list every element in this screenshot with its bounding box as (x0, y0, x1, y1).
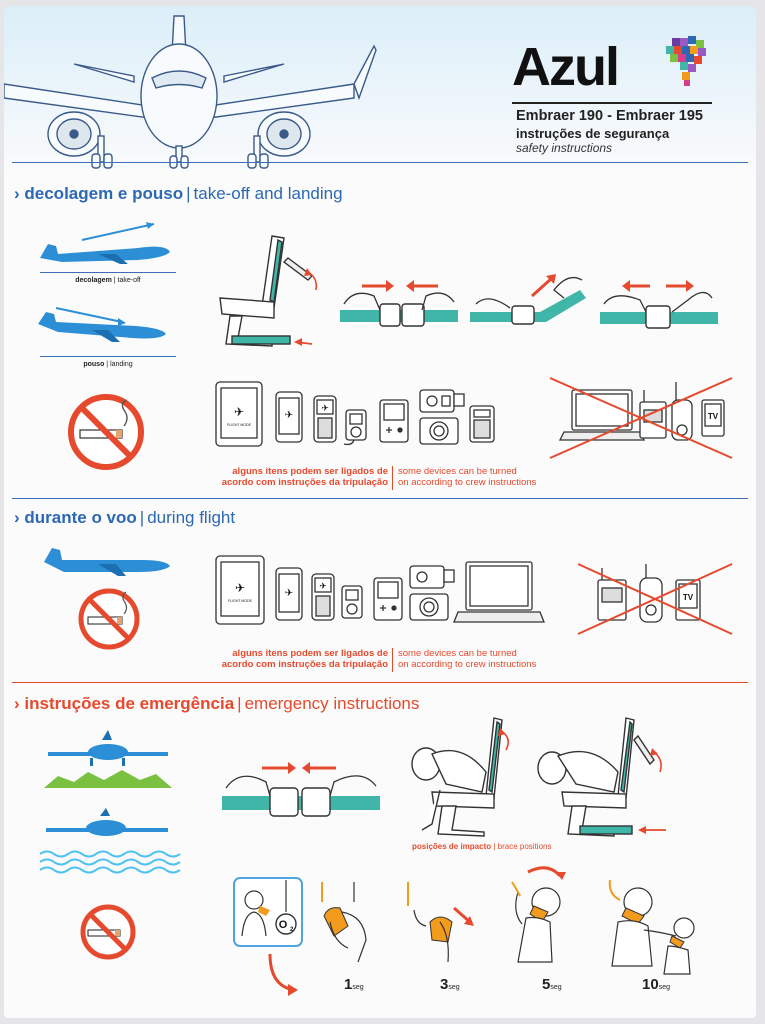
section-header-takeoff: › decolagem e pouso | take-off and landing (14, 184, 343, 203)
camera-icon (420, 418, 458, 444)
mask-step-2-icon (400, 882, 480, 966)
calculator-icon (470, 406, 494, 442)
device-note-pt: alguns itens podem ser ligados de acordo com instruções da tripulação (221, 648, 388, 670)
brace-caption: posições de impacto | brace positions (412, 842, 552, 851)
phone-keypad-icon (312, 574, 334, 620)
phone-icon (276, 568, 302, 620)
oxygen-mask-icon (232, 876, 304, 948)
section-title-en: take-off and landing (193, 184, 343, 203)
device-note-pt: alguns itens podem ser ligados de acordo com instruções da tripulação (221, 466, 388, 488)
mp3-player-icon (342, 586, 362, 618)
brace-position-icon (402, 712, 512, 838)
section-header-flight: › durante o voo | during flight (14, 508, 236, 527)
mask-step-3-icon (498, 862, 588, 962)
section-header-emergency: › instruções de emergência | emergency instructions (14, 694, 420, 713)
phone-keypad-icon (314, 396, 336, 442)
down-arrow-icon (264, 952, 304, 998)
gameboy-icon (374, 578, 402, 620)
svg-text:TV: TV (707, 412, 719, 421)
svg-text:✈: ✈ (234, 581, 246, 595)
no-smoking-icon (78, 902, 138, 962)
takeoff-caption: decolagem | take-off (75, 277, 141, 284)
header-divider (12, 162, 748, 163)
mp3-player-icon (344, 410, 366, 445)
svg-text:✈: ✈ (233, 405, 245, 419)
aircraft-model-title: Embraer 190 - Embraer 195 (516, 108, 703, 124)
emergency-water-airplane-icon (40, 810, 180, 870)
camcorder-icon (420, 390, 464, 412)
seatbelt-release-icon (600, 272, 720, 332)
takeoff-ground-line (40, 272, 176, 273)
mask-step-1-time: 1seg (344, 976, 364, 993)
camera-icon (410, 594, 448, 620)
safety-subtitle-en: safety instructions (516, 141, 613, 155)
note-divider (392, 466, 393, 490)
seatbelt-fasten-large-icon (222, 756, 382, 826)
phone-icon (276, 392, 302, 442)
svg-text:O: O (278, 919, 288, 931)
laptop-icon (560, 390, 644, 440)
device-note-en: some devices can be turned on according to crew instructions (398, 648, 537, 670)
brace-position-alt-icon (522, 712, 672, 838)
svg-text:✈: ✈ (319, 581, 327, 591)
note-divider (392, 648, 393, 672)
no-smoking-icon (66, 392, 146, 472)
landing-airplane-icon (36, 302, 176, 352)
landing-caption: pouso | landing (83, 361, 133, 368)
seatbelt-tighten-icon (470, 268, 590, 328)
svg-text:✈: ✈ (321, 403, 329, 413)
svg-text:✈: ✈ (284, 410, 294, 421)
tablet-icon (216, 382, 262, 446)
walkie-talkie-icon (672, 382, 692, 440)
allowed-devices-takeoff (216, 378, 506, 448)
allowed-devices-flight (216, 554, 556, 626)
safety-card (4, 6, 756, 1018)
mask-step-3-time: 5seg (542, 976, 562, 993)
brand-logo-text: Azul (512, 37, 618, 97)
mask-step-2-time: 3seg (440, 976, 460, 993)
mask-step-4-icon (604, 876, 704, 976)
svg-text:2: 2 (290, 927, 294, 933)
svg-text:✈: ✈ (284, 588, 294, 599)
svg-text:FLIGHT MODE: FLIGHT MODE (227, 423, 251, 427)
takeoff-airplane-icon (38, 220, 178, 270)
brazil-map-logo-icon (662, 34, 712, 94)
gameboy-icon (380, 400, 408, 442)
camcorder-icon (410, 566, 454, 588)
landing-ground-line (40, 356, 176, 357)
cruise-airplane-icon (42, 542, 172, 576)
forbidden-devices-flight (576, 560, 736, 636)
mask-step-1-icon (318, 882, 378, 966)
laptop-icon (454, 562, 544, 622)
seatbelt-fasten-icon (340, 274, 460, 334)
tablet-icon (216, 556, 264, 624)
tv-icon (702, 400, 724, 436)
header-rule (512, 102, 712, 104)
forbidden-devices-takeoff (548, 374, 738, 458)
device-note-en: some devices can be turned on according to crew instructions (398, 466, 537, 488)
section-divider-2 (12, 682, 748, 683)
airplane-front-illustration (4, 6, 504, 176)
section-title-pt: decolagem e pouso (24, 184, 184, 203)
svg-text:TV: TV (682, 593, 694, 602)
emergency-land-airplane-icon (44, 730, 174, 790)
seat-upright-icon (212, 228, 322, 353)
safety-subtitle-pt: instruções de segurança (516, 126, 670, 141)
mask-step-4-time: 10seg (642, 976, 670, 993)
svg-text:FLIGHT MODE: FLIGHT MODE (228, 599, 252, 603)
section-divider-1 (12, 498, 748, 499)
no-smoking-icon (76, 586, 142, 652)
radio-icon (640, 390, 666, 438)
